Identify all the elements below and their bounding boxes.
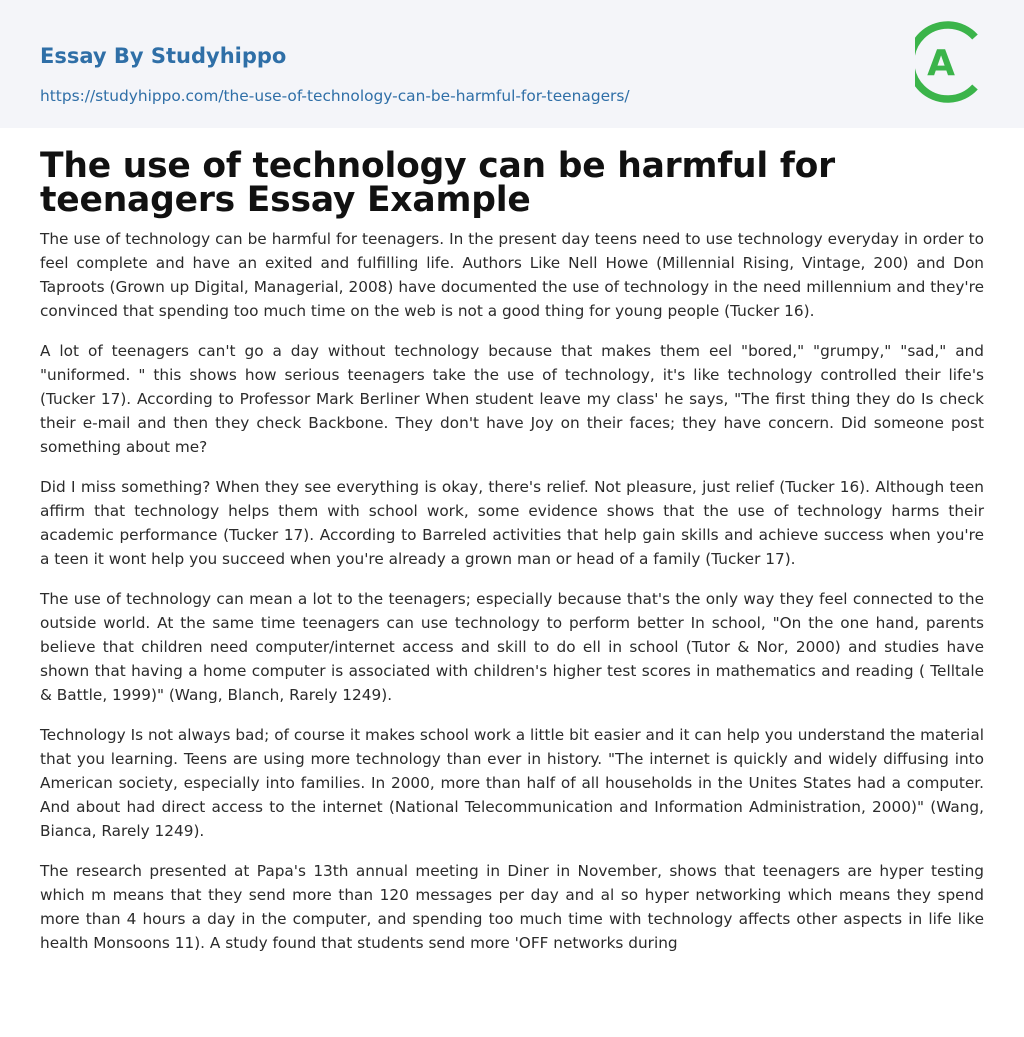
article-paragraph: The research presented at Papa's 13th annual meeting in Diner in November, shows that teenagers are hyper testing which m means that they send more than 120 messages per day and al so hyper networking which means they spend more than 4 hours a day in the computer, and spending too much time with technology affects other aspects in life like health Monsoons 11). A study found that students send more 'OFF networks during [40,862,984,952]
article-paragraph: The use of technology can mean a lot to the teenagers; especially because that's the only way they feel connected to the outside world. At the same time teenagers can use technology to perform better In school, "On the one hand, parents believe that children need computer/internet access and skill to do ell in school (Tutor & Nor, 2000) and studies have shown that having a home computer is associated with children's higher test scores in mathematics and reading ( Telltale & Battle, 1999)" (Wang, Blanch, Rarely 1249). [40,590,984,704]
page-title: The use of technology can be harmful for teenagers Essay Example [40,146,835,220]
article-paragraph: Technology Is not always bad; of course it makes school work a little bit easier and it can help you understand the material that you learning. Teens are using more technology than ever in history. "The internet is quickly and widely diffusing into American society, especially into families. In 2000, more than half of all households in the Unites States had a computer. And about had direct access to the internet (National Telecommunication and Information Administration, 2000)" (Wang, Bianca, Rarely 1249). [40,726,984,840]
site-title[interactable]: Essay By Studyhippo [40,44,287,68]
studyhippo-logo-icon[interactable] [915,19,985,105]
logo-letter: A [927,43,955,84]
site-header [0,0,1024,128]
article-paragraph: Did I miss something? When they see everything is okay, there's relief. Not pleasure, just relief (Tucker 16). Although teen affirm that technology helps them with school work, some evidence shows that the use of technology harms their academic performance (Tucker 17). According to Barreled activities that help gain skills and achieve success when you're a teen it wont help you succeed when you're already a grown man or head of a family (Tucker 17). [40,478,984,568]
article-url-link[interactable]: https://studyhippo.com/the-use-of-technology-can-be-harmful-for-teenagers/ [40,87,630,105]
article [0,146,1024,955]
article-paragraph: The use of technology can be harmful for teenagers. In the present day teens need to use technology everyday in order to feel complete and have an exited and fulfilling life. Authors Like Nell Howe (Millennial Rising, Vintage, 200) and Don Taproots (Grown up Digital, Managerial, 2008) have documented the use of technology in the need millennium and they're convinced that spending too much time on the web is not a good thing for young people (Tucker 16). [40,230,984,320]
article-paragraph: A lot of teenagers can't go a day without technology because that makes them eel "bored," "grumpy," "sad," and "uniformed. " this shows how serious teenagers take the use of technology, it's like technology controlled their life's (Tucker 17). According to Professor Mark Berliner When student leave my class' he says, "The first thing they do Is check their e-mail and then they check Backbone. They don't have Joy on their faces; they have concern. Did someone post something about me? [40,342,984,456]
